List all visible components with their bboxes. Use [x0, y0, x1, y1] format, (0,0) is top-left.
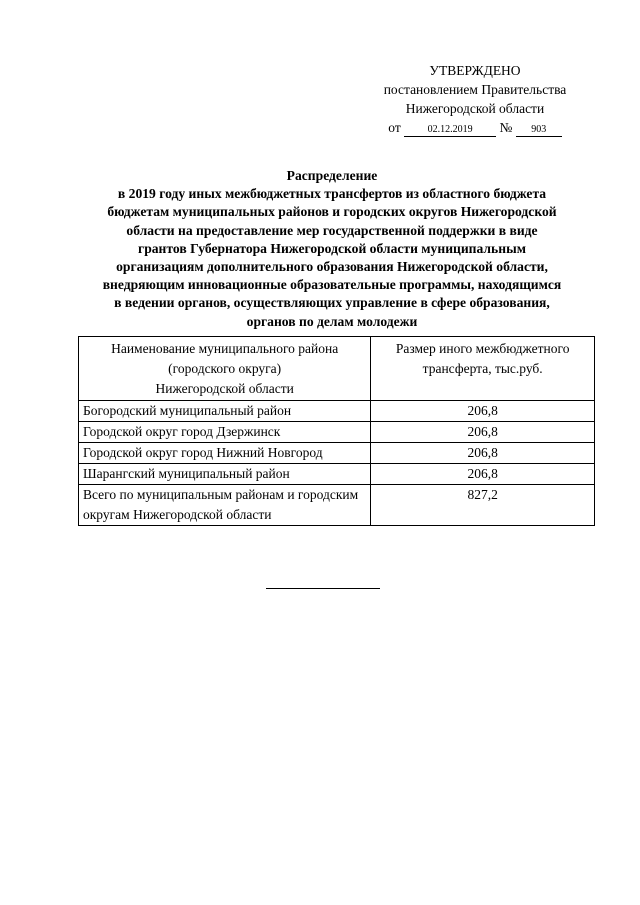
- title-line: грантов Губернатора Нижегородской области муниципальным: [138, 240, 526, 256]
- title-line: в 2019 году иных межбюджетных трансфертов из областного бюджета: [117, 186, 547, 202]
- header-municipality: [79, 337, 371, 401]
- row-transfer-amount: 206,8: [371, 422, 595, 443]
- table-row: [79, 422, 595, 443]
- approval-number: 903: [516, 124, 562, 137]
- row-transfer-amount: 206,8: [371, 401, 595, 422]
- table-row: [79, 443, 595, 464]
- header-amount-line: Размер иного межбюджетного: [395, 341, 570, 356]
- table-header-row: [79, 337, 595, 401]
- title-line: в ведении органов, осуществляющих управление в сфере образования,: [114, 295, 550, 311]
- title-line: организациям дополнительного образования Нижегородской области,: [116, 259, 548, 275]
- row-municipality-name: Шарангский муниципальный район: [79, 464, 371, 485]
- distribution-table: [78, 336, 595, 526]
- title-line: Распределение: [286, 168, 378, 183]
- approval-from-label: от: [388, 120, 401, 135]
- title-line: бюджетам муниципальных районов и городских округов Нижегородской: [107, 204, 557, 220]
- row-municipality-name: Городской округ город Дзержинск: [79, 422, 371, 443]
- approval-line-1: постановлением Правительства: [383, 82, 567, 97]
- table-row: [79, 464, 595, 485]
- approval-number-label: №: [499, 120, 513, 135]
- row-municipality-name: Богородский муниципальный район: [79, 401, 371, 422]
- approval-reference: [352, 118, 598, 137]
- approval-date: 02.12.2019: [404, 124, 496, 137]
- header-municipality-line: Нижегородской области: [155, 381, 294, 396]
- document-title: [62, 167, 602, 331]
- header-municipality-line: Наименование муниципального района: [111, 341, 339, 356]
- title-line: внедряющим инновационные образовательные программы, находящимся: [102, 277, 562, 293]
- approval-heading: УТВЕРЖДЕНО: [429, 63, 521, 78]
- header-municipality-line: (городского округа): [168, 361, 282, 376]
- header-amount-line: трансферта, тыс.руб.: [422, 361, 543, 376]
- table-total-row: [79, 485, 595, 526]
- end-divider: [266, 588, 380, 589]
- table-row: [79, 401, 595, 422]
- title-line: органов по делам молодежи: [246, 313, 418, 329]
- total-amount: 827,2: [371, 485, 595, 526]
- approval-block: [352, 61, 598, 137]
- row-transfer-amount: 206,8: [371, 464, 595, 485]
- title-line: области на предоставление мер государственной поддержки в виде: [126, 222, 538, 238]
- row-municipality-name: Городской округ город Нижний Новгород: [79, 443, 371, 464]
- approval-line-2: Нижегородской области: [405, 101, 545, 116]
- header-transfer-amount: [371, 337, 595, 401]
- total-label: Всего по муниципальным районам и городским округам Нижегородской области: [79, 485, 371, 526]
- row-transfer-amount: 206,8: [371, 443, 595, 464]
